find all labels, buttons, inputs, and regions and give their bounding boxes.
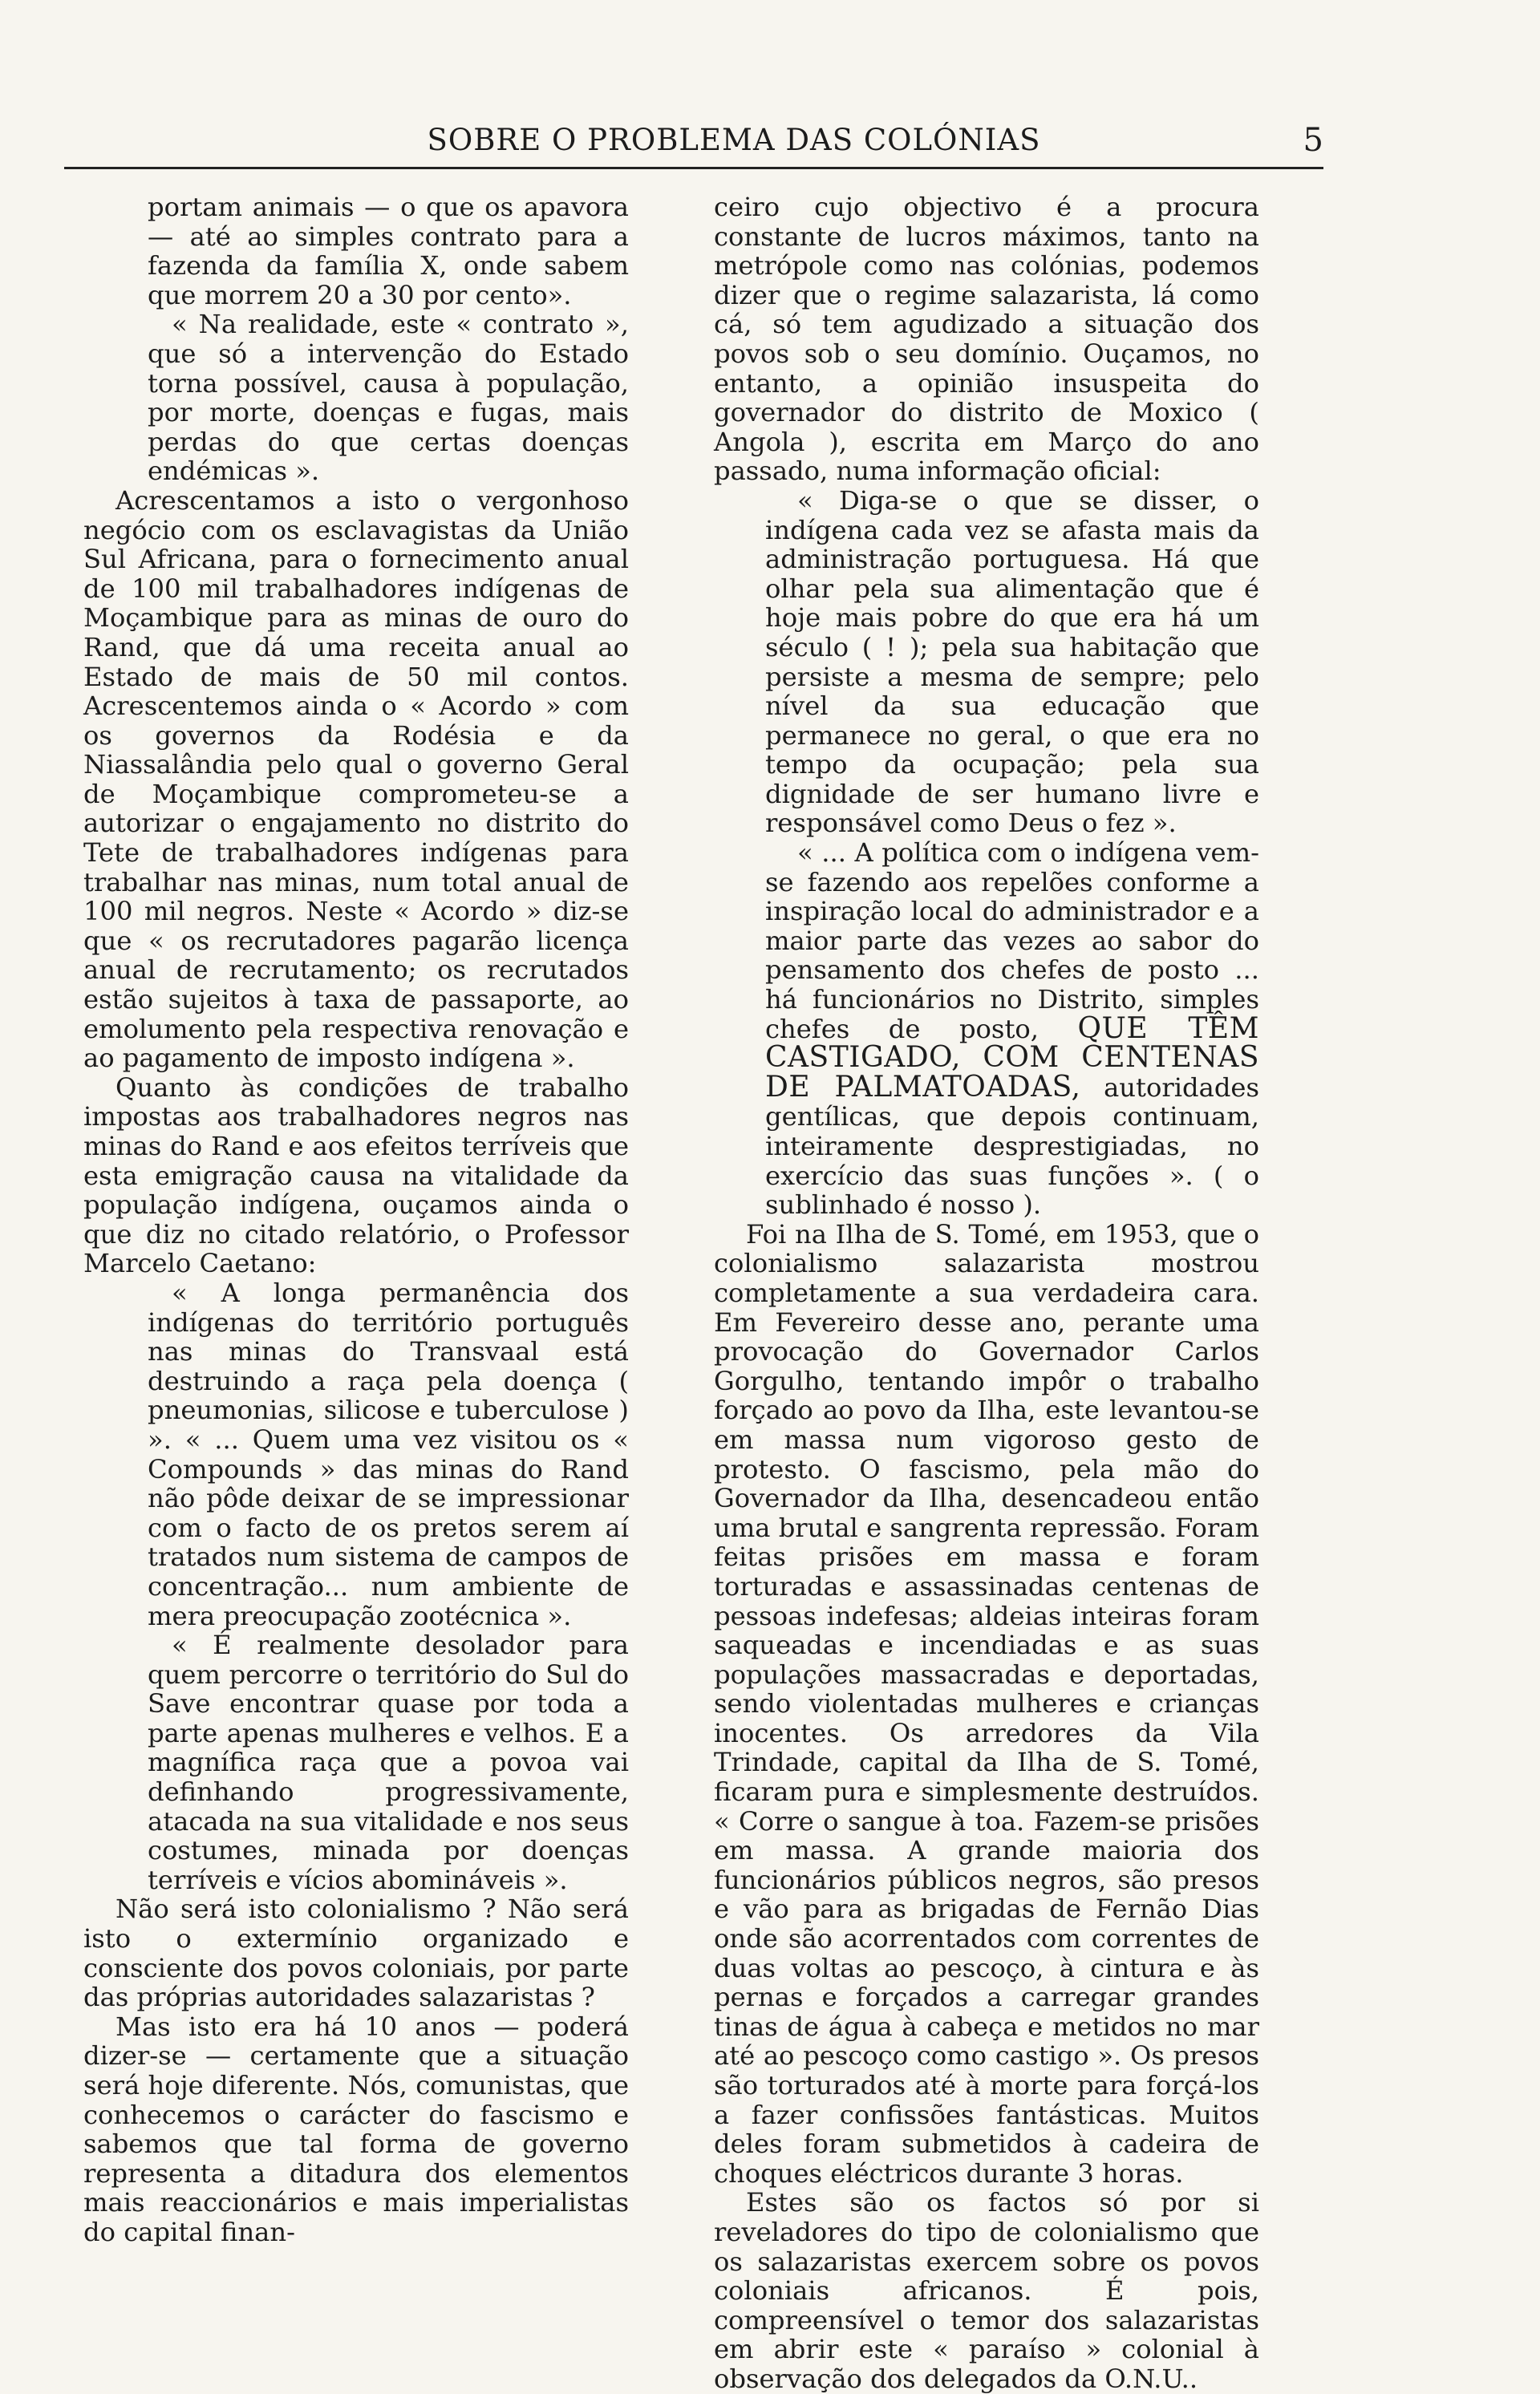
running-header xyxy=(144,120,1323,160)
emphasized-text: QUE TÊM CASTIGADO, COM CENTENAS DE PALMATOADAS, xyxy=(765,1011,1260,1104)
quote-paragraph: « Diga-se o que se disser, o indígena cada vez se afasta mais da administração portuguesa. Há que olhar pela sua alimentação que é hoje mais pobre do que era há um século ( ! ); pela sua habitação que persiste a mesma de sempre; pelo nível da sua educação que permanece no geral, o que era no tempo da ocupação; pela sua dignidade de ser humano livre e responsável como Deus o fez ». xyxy=(765,484,1259,839)
body-paragraph: Quanto às condições de trabalho impostas aos trabalhadores negros nas minas do Rand e aos efeitos terríveis que esta emigração causa na vitalidade da população indígena, ouçamos ainda o que diz no citado relatório, o Professor Marcelo Caetano: xyxy=(83,1071,629,1279)
body-paragraph-continuation: ceiro cujo objectivo é a procura constante de lucros máximos, tanto na metrópole como nas colónias, podemos dizer que o regime salazarista, lá como cá, só tem agudizado a situação dos povos sob o seu domínio. Ouçamos, no entanto, a opinião insuspeita do governador do distrito de Moxico ( Angola ), escrita em Março do ano passado, numa informação oficial: xyxy=(714,192,1259,487)
header-rule xyxy=(64,167,1323,169)
body-paragraph: Mas isto era há 10 anos — poderá dizer-se — certamente que a situação será hoje diferente. Nós, comunistas, que conhecemos o carácter do fascismo e sabemos que tal forma de governo representa a ditadura dos elementos mais reaccionários e mais imperialistas do capital finan- xyxy=(83,2011,629,2247)
quote-text: autoridades gentílicas, que depois continuam, inteiramente desprestigiadas, no exercício das suas funções ». ( o sublinhado é nosso ). xyxy=(765,1071,1259,1221)
quote-continuation: portam animais — o que os apavora — até ao simples contrato para a fazenda da família X, onde sabem que morrem 20 a 30 por cento». xyxy=(148,192,629,310)
body-paragraph: Acrescentamos a isto o vergonhoso negócio com os esclavagistas da União Sul Africana, para o fornecimento anual de 100 mil trabalhadores indígenas de Moçambique para as minas de ouro do Rand, que dá uma receita anual ao Estado de mais de 50 mil contos. Acrescentemos ainda o « Acordo » com os governos da Rodésia e da Niassalândia pelo qual o governo Geral de Moçambique comprometeu-se a autorizar o engajamento no distrito do Tete de trabalhadores indígenas para trabalhar nas minas, num total anual de 100 mil negros. Neste « Acordo » diz-se que « os recrutadores pagarão licença anual de recrutamento; os recrutados estão sujeitos à taxa de passaporte, ao emolumento pela respectiva renovação e ao pagamento de imposto indígena ». xyxy=(83,484,629,1074)
quote-paragraph: « A longa permanência dos indígenas do território português nas minas do Transvaal está destruindo a raça pela doença ( pneumonias, silicose e tuberculose ) ». « ... Quem uma vez visitou os « Compounds » das minas do Rand não pôde deixar de se impressionar com o facto de os pretos serem aí tratados num sistema de campos de concentração... num ambiente de mera preocupação zootécnica ». xyxy=(148,1277,629,1631)
body-paragraph: Foi na Ilha de S. Tomé, em 1953, que o colonialismo salazarista mostrou completamente a sua verdadeira cara. Em Fevereiro desse ano, perante uma provocação do Governador Carlos Gorgulho, tentando impôr o trabalho forçado ao povo da Ilha, este levantou-se em massa num vigoroso gesto de protesto. O fascismo, pela mão do Governador da Ilha, desencadeou então uma brutal e sangrenta repressão. Foram feitas prisões em massa e foram torturadas e assassinadas centenas de pessoas indefesas; aldeias inteiras foram saqueadas e incendiadas e as suas populações massacradas e deportadas, sendo violentadas mulheres e crianças inocentes. Os arredores da Vila Trindade, capital da Ilha de S. Tomé, ficaram pura e simplesmente destruídos. « Corre o sangue à toa. Fazem-se prisões em massa. A grande maioria dos funcionários públicos negros, são presos e vão para as brigadas de Fernão Dias onde são acorrentados com correntes de duas voltas ao pescoço, à cintura e às pernas e forçados a carregar grandes tinas de água à cabeça e metidos no mar até ao pescoço como castigo ». Os presos são torturados até à morte para forçá-los a fazer confissões fantásticas. Muitos deles foram submetidos à cadeira de choques eléctricos durante 3 horas. xyxy=(714,1218,1259,2189)
quote-text: « ... A política com o indígena vem-se fazendo aos repelões conforme a inspiração local do administrador e a maior parte das vezes ao sabor do pensamento dos chefes de posto ... há funcionários no Distrito, simples chefes de posto, xyxy=(765,837,1259,1044)
left-column xyxy=(83,192,629,2247)
quote-paragraph xyxy=(765,838,1259,1220)
running-title: SOBRE O PROBLEMA DAS COLÓNIAS xyxy=(427,123,1041,157)
body-paragraph: Não será isto colonialismo ? Não será isto o extermínio organizado e consciente dos povos coloniais, por parte das próprias autoridades salazaristas ? xyxy=(83,1894,629,2013)
right-column xyxy=(714,192,1259,2394)
quote-paragraph: « É realmente desolador para quem percorre o território do Sul do Save encontrar quase por toda a parte apenas mulheres e velhos. E a magnífica raça que a povoa vai definhando progressivamente, atacada na sua vitalidade e nos seus costumes, minada por doenças terríveis e vícios abomináveis ». xyxy=(148,1630,629,1895)
quote-paragraph: « Na realidade, este « contrato », que só a intervenção do Estado torna possível, causa à população, por morte, doenças e fugas, mais perdas do que certas doenças endémicas ». xyxy=(148,309,629,487)
body-paragraph: Estes são os factos só por si reveladores do tipo de colonialismo que os salazaristas exercem sobre os povos coloniais africanos. É pois, compreensível o temor dos salazaristas em abrir este « paraíso » colonial à observação dos delegados da O.N.U.. xyxy=(714,2187,1259,2394)
page-number: 5 xyxy=(1303,122,1323,159)
